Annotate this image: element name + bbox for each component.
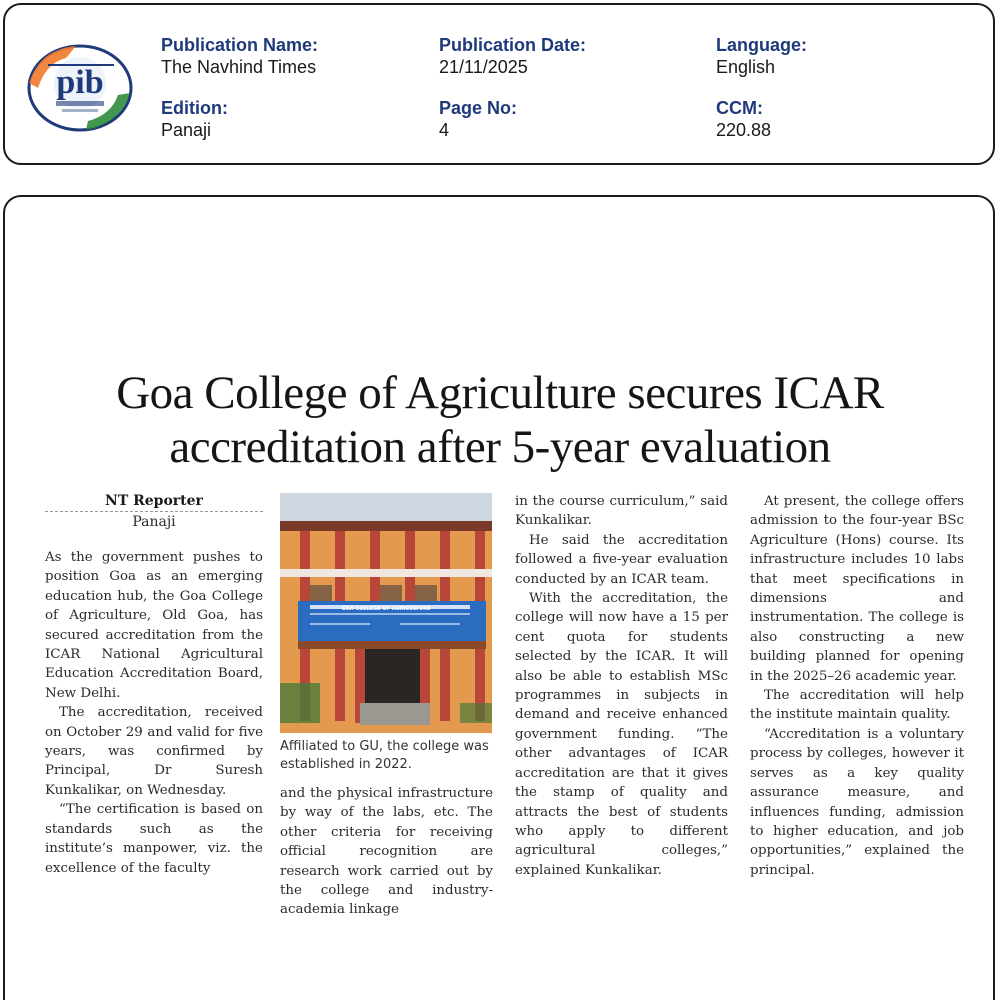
paragraph: With the accreditation, the college will now have a 15 per cent quota for students selected by the ICAR. It will also be able to establish MSc programmes in subjects in demand and receive enhanced government funding. “The other advantages of ICAR accreditation are that it gives the stamp of quality and attracts the best of students who apply to different agricultural colleges,” explained Kunkalikar. (515, 591, 728, 878)
publication-date-value: 21/11/2025 (439, 57, 528, 77)
language-label: Language: (716, 35, 808, 55)
college-building-photo (280, 493, 492, 733)
publication-name-label: Publication Name: (161, 35, 319, 55)
page-no-label: Page No: (439, 98, 518, 118)
paragraph: The accreditation, received on October 29 and valid for five years, was confirmed by Principal, Dr Suresh Kunkalikar, on Wednesday. (45, 705, 263, 798)
headline-line-1: Goa College of Agriculture secures ICAR (116, 367, 884, 419)
dateline: Panaji (132, 514, 176, 530)
ccm-field (716, 97, 771, 141)
edition-value: Panaji (161, 120, 212, 140)
publication-name-value: The Navhind Times (161, 57, 317, 77)
publication-date-label: Publication Date: (439, 35, 587, 55)
article-column-2 (280, 784, 493, 920)
byline: NT Reporter (45, 492, 263, 512)
ccm-value: 220.88 (716, 120, 772, 140)
paragraph: and the physical infrastructure by way of the labs, etc. The other criteria for receiving official recognition are research work carried out by the college and industry-academia linkage (280, 786, 493, 918)
paragraph: The accreditation will help the institute maintain quality. (750, 688, 964, 723)
svg-text:pib: pib (56, 64, 104, 101)
article-column-3 (515, 492, 728, 880)
language-value: English (716, 57, 776, 77)
edition-field (161, 97, 228, 141)
pib-logo-icon (26, 43, 134, 133)
paragraph: “The certification is based on standards such as the institute’s manpower, viz. the excellence of the faculty (45, 802, 263, 876)
publication-date-field (439, 34, 586, 78)
photo-caption: Affiliated to GU, the college was established in 2022. (280, 739, 489, 772)
language-field (716, 34, 807, 78)
page-no-value: 4 (439, 120, 450, 140)
publication-name-field (161, 34, 318, 78)
paragraph: At present, the college offers admission to the four-year BSc Agriculture (Hons) course. Its infrastructure includes 10 labs that meet specifications in dimensions and instrumentation. The college is also constructing a new building planned for opening in the 2025–26 academic year. (750, 494, 964, 684)
paragraph: in the course curriculum,” said Kunkalikar. (515, 494, 728, 529)
svg-text:GOA COLLEGE OF AGRICULTURE: GOA COLLEGE OF AGRICULTURE (341, 606, 431, 612)
paragraph: “Accreditation is a voluntary process by colleges, however it serves as a key quality assurance measure, and influences funding, admission to higher education, and job opportunities,” explained the principal. (750, 726, 964, 878)
ccm-label: CCM: (716, 98, 763, 118)
paragraph: He said the accreditation followed a five-year evaluation conducted by an ICAR team. (515, 532, 728, 587)
edition-label: Edition: (161, 98, 228, 118)
article-column-4 (750, 492, 964, 880)
headline-line-2: accreditation after 5-year evaluation (169, 421, 831, 473)
page-no-field (439, 97, 517, 141)
article-headline (40, 366, 960, 474)
paragraph: As the government pushes to position Goa as an emerging education hub, the Goa College of Agriculture, Old Goa, has secured accreditation from the ICAR National Agricultural Education Accreditation Board, New Delhi. (45, 550, 263, 701)
article-column-1 (45, 492, 263, 878)
